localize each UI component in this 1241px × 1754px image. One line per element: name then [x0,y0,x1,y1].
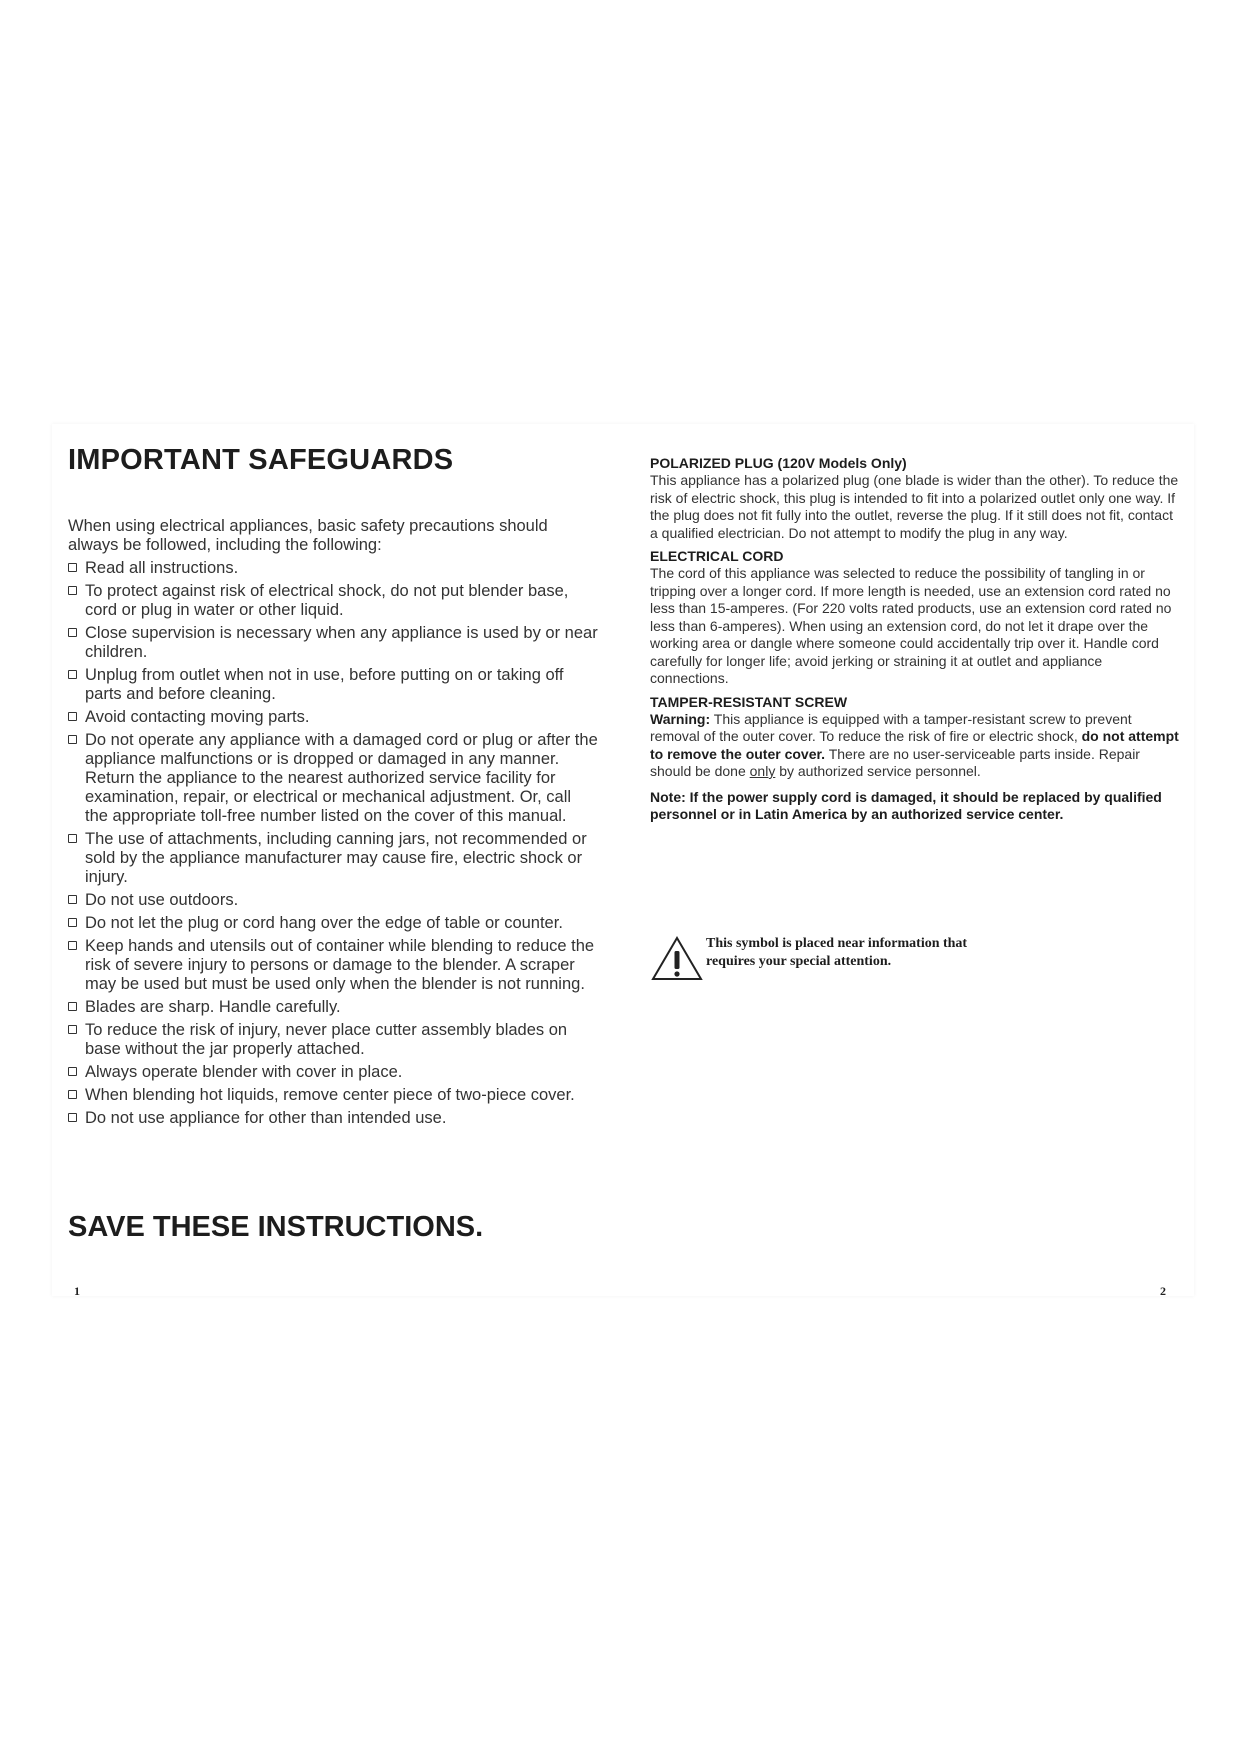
checkbox-bullet-icon [68,735,77,744]
list-item-text: To reduce the risk of injury, never place cutter assembly blades on base without the jar properly attached. [85,1021,568,1058]
list-item-text: Avoid contacting moving parts. [85,708,310,726]
checkbox-bullet-icon [68,1025,77,1034]
symbol-text [706,935,967,971]
tamper-screw-text [650,711,1180,781]
list-item [68,666,598,704]
checkbox-bullet-icon [68,1067,77,1076]
electrical-cord-section [650,548,1180,688]
list-item [68,937,598,994]
tamper-underline-text: only [749,763,776,779]
list-item-text: Read all instructions. [85,559,239,577]
electrical-cord-heading: ELECTRICAL CORD [650,548,784,564]
list-item-text: Blades are sharp. Handle carefully. [85,998,341,1016]
list-item [68,891,598,910]
right-page [650,455,1180,824]
page-number-right: 2 [1160,1284,1166,1298]
symbol-text-line1: This symbol is placed near information that [706,936,968,951]
tamper-text-part1: This appliance is equipped with a tamper-resistant screw to prevent removal of the outer cover. To reduce the risk of fire or electric shock, [650,710,1132,744]
list-item-text: Close supervision is necessary when any appliance is used by or near children. [85,624,598,661]
checkbox-bullet-icon [68,563,77,572]
list-item-text: Do not use appliance for other than intended use. [85,1109,447,1127]
symbol-notice [650,935,1070,985]
checkbox-bullet-icon [68,941,77,950]
checkbox-bullet-icon [68,670,77,679]
list-item [68,708,598,727]
list-item [68,1063,598,1082]
list-item [68,1021,598,1059]
warning-label: Warning: [650,710,711,727]
intro-text: When using electrical appliances, basic safety precautions should always be followed, including the following: [68,517,548,554]
list-item [68,559,598,578]
list-item [68,998,598,1017]
tamper-screw-heading: TAMPER-RESISTANT SCREW [650,693,848,710]
list-item [68,582,598,620]
tamper-bold-text: do not attempt to remove the outer cover. [650,728,1179,762]
page-title: IMPORTANT SAFEGUARDS [68,444,454,476]
tamper-text-part2: There are no user-serviceable parts inside. Repair should be done [650,745,1140,779]
safeguard-list [68,559,598,1128]
list-item [68,624,598,662]
polarized-plug-heading: POLARIZED PLUG (120V Models Only) [650,455,907,471]
list-item [68,1086,598,1105]
power-cord-note: Note: If the power supply cord is damaged, it should be replaced by qualified personnel or in Latin America by an authorized service center. [650,788,1162,822]
checkbox-bullet-icon [68,628,77,637]
checkbox-bullet-icon [68,586,77,595]
polarized-plug-text: This appliance has a polarized plug (one blade is wider than the other). To reduce the risk of electric shock, this plug is intended to fit into a polarized outlet only one way. If the plug does not fit fully into the outlet, reverse the plug. If it still does not fit, contact a qualified electrician. Do not attempt to modify the plug in any way. [650,472,1179,541]
list-item-text: Do not use outdoors. [85,891,239,909]
tamper-screw-section [650,694,1180,781]
tamper-text-part3: by authorized service personnel. [775,763,981,779]
list-item-text: Keep hands and utensils out of container while blending to reduce the risk of severe injury to persons or damage to the blender. A scraper may be used but must be used only when the blender is not running. [85,937,595,993]
warning-triangle-icon [650,935,704,983]
list-item-text: Always operate blender with cover in place. [85,1063,403,1081]
list-item [68,914,598,933]
closing-heading: SAVE THESE INSTRUCTIONS. [68,1211,484,1243]
polarized-plug-section [650,455,1180,542]
list-item [68,731,598,826]
checkbox-bullet-icon [68,918,77,927]
list-item-text: Do not operate any appliance with a damaged cord or plug or after the appliance malfunctions or is dropped or damaged in any manner. Return the appliance to the nearest authorized service facility for examination, repair, or electrical or mechanical adjustment. Or, call the appropriate toll-free number listed on the cover of this manual. [85,731,598,825]
checkbox-bullet-icon [68,1002,77,1011]
symbol-text-line2: requires your special attention. [706,954,892,969]
electrical-cord-text: The cord of this appliance was selected to reduce the possibility of tangling in or tripping over a longer cord. If more length is needed, use an extension cord rated no less than 15-amperes. (For 220 volts rated products, use an extension cord rated no less than 6-amperes). When using an extension cord, do not let it drape over the working area or dangle where someone could accidentally trip over it. Handle cord carefully for longer life; avoid jerking or straining it at outlet and appliance connections. [650,565,1172,686]
checkbox-bullet-icon [68,834,77,843]
list-item-text: Do not let the plug or cord hang over the edge of table or counter. [85,914,563,932]
page-number-left: 1 [74,1284,80,1298]
list-item [68,1109,598,1128]
list-item-text: Unplug from outlet when not in use, before putting on or taking off parts and before cleaning. [85,666,564,703]
checkbox-bullet-icon [68,712,77,721]
checkbox-bullet-icon [68,1090,77,1099]
list-item-text: When blending hot liquids, remove center piece of two-piece cover. [85,1086,575,1104]
checkbox-bullet-icon [68,1113,77,1122]
list-item-text: To protect against risk of electrical shock, do not put blender base, cord or plug in water or other liquid. [85,582,569,619]
checkbox-bullet-icon [68,895,77,904]
list-item-text: The use of attachments, including canning jars, not recommended or sold by the appliance manufacturer may cause fire, electric shock or injury. [85,830,587,886]
list-item [68,830,598,887]
left-page [68,446,598,1132]
